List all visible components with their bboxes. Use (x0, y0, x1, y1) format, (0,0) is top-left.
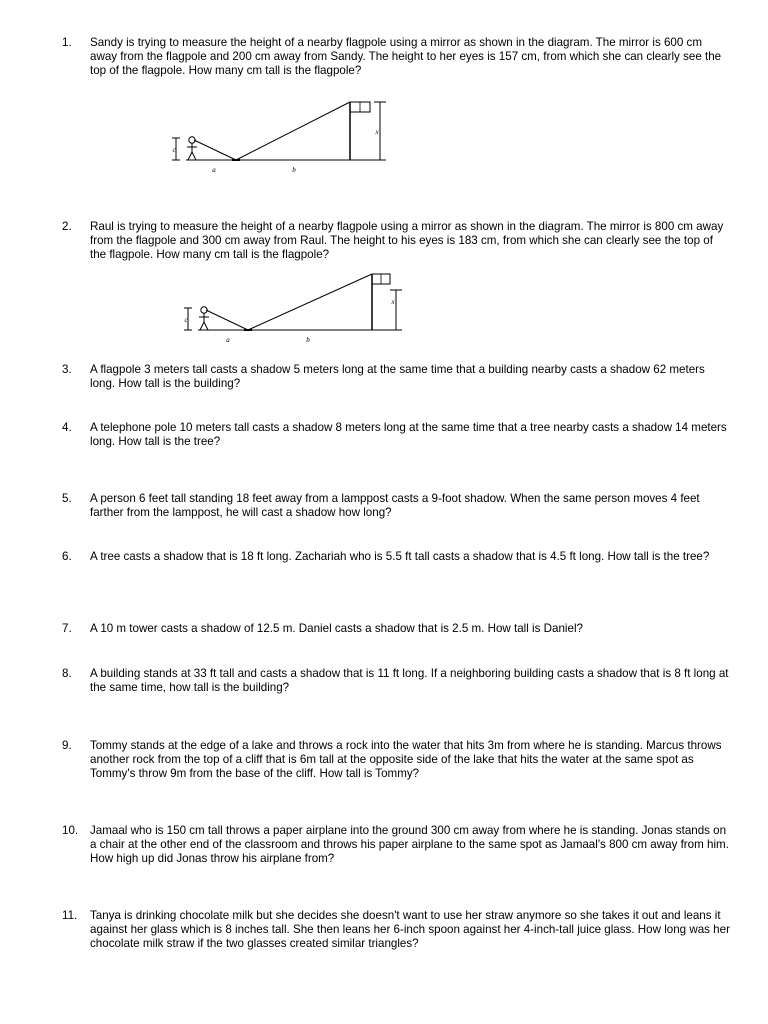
problem-number: 4. (62, 421, 72, 434)
problem-text: A 10 m tower casts a shadow of 12.5 m. Daniel casts a shadow that is 2.5 m. How tall is Daniel? (90, 622, 583, 635)
problem-text: A flagpole 3 meters tall casts a shadow 5 meters long at the same time that a building nearby casts a shadow 62 meters long. How tall is the building? (90, 363, 705, 391)
problem-6 (62, 550, 732, 564)
pole-height-label: x (391, 298, 395, 306)
pole-height-label: x (375, 128, 379, 136)
distance-b-label: b (292, 166, 296, 174)
problem-number: 5. (62, 492, 72, 505)
problem-4 (62, 421, 732, 449)
distance-a-label: a (212, 166, 216, 174)
mirror-diagram-2 (172, 270, 412, 346)
problem-number: 9. (62, 739, 72, 752)
distance-a-label: a (226, 336, 230, 344)
problem-2 (62, 220, 732, 263)
problem-text: Sandy is trying to measure the height of a nearby flagpole using a mirror as shown in the diagram. The mirror is 600 cm away from the flagpole and 200 cm away from Sandy. The height to her eyes is 157 cm, from which she can clearly see the top of the flagpole. How many cm tall is the flagpole? (90, 36, 722, 78)
sight-line-to-mirror (194, 140, 236, 160)
problem-text: Tommy stands at the edge of a lake and throws a rock into the water that hits 3m from where he is standing. Marcus throws another rock from the top of a cliff that is 6m tall at the opposite side of the lake that hits the water at the same spot as Tommy's throw 9m from the base of the cliff. How tall is Tommy? (90, 739, 722, 781)
problem-5 (62, 492, 732, 520)
problem-number: 8. (62, 667, 72, 680)
problem-text: A person 6 feet tall standing 18 feet away from a lamppost casts a 9-foot shadow. When the same person moves 4 feet farther from the lamppost, he will cast a shadow how long? (90, 492, 700, 520)
problem-10 (62, 824, 732, 867)
reflection-line (236, 102, 350, 160)
problem-number: 11. (62, 909, 78, 922)
sight-line-to-mirror (206, 310, 248, 330)
problem-number: 3. (62, 363, 72, 376)
problem-1 (62, 36, 732, 79)
problem-number: 6. (62, 550, 72, 563)
mirror-diagram-1 (160, 96, 400, 180)
problem-7 (62, 622, 732, 636)
problem-number: 1. (62, 36, 72, 49)
eye-height-label: c (172, 146, 176, 154)
problem-text: A telephone pole 10 meters tall casts a shadow 8 meters long at the same time that a tree nearby casts a shadow 14 meters long. How tall is the tree? (90, 421, 727, 449)
distance-b-label: b (306, 336, 310, 344)
problem-11 (62, 909, 732, 952)
problem-number: 10. (62, 824, 79, 837)
problem-text: Jamaal who is 150 cm tall throws a paper airplane into the ground 300 cm away from where he is standing. Jonas stands on a chair at the other end of the classroom and throws his paper airplane to the same spot as Jamaal's 800 cm away from him. How high up did Jonas throw his airplane from? (90, 824, 729, 866)
reflection-line (248, 274, 372, 330)
problem-3 (62, 363, 732, 391)
problem-number: 7. (62, 622, 72, 635)
problem-text: Tanya is drinking chocolate milk but she decides she doesn't want to use her straw anymore so she takes it out and leans it against her glass which is 8 inches tall. She then leans her 6-inch spoon against her 4-inch-tall juice glass. How long was her chocolate milk straw if the two glasses created similar triangles? (90, 909, 730, 951)
problem-text: A building stands at 33 ft tall and casts a shadow that is 11 ft long. If a neighboring building casts a shadow that is 8 ft long at the same time, how tall is the building? (90, 667, 729, 695)
eye-height-label: c (184, 316, 188, 324)
problem-text: A tree casts a shadow that is 18 ft long. Zachariah who is 5.5 ft tall casts a shadow that is 4.5 ft long. How tall is the tree? (90, 550, 710, 563)
problem-9 (62, 739, 732, 782)
problem-number: 2. (62, 220, 72, 233)
problem-8 (62, 667, 732, 695)
problem-text: Raul is trying to measure the height of a nearby flagpole using a mirror as shown in the diagram. The mirror is 800 cm away from the flagpole and 300 cm away from Raul. The height to his eyes is 183 cm, from which she can clearly see the top of the flagpole. How many cm tall is the flagpole? (90, 220, 724, 262)
